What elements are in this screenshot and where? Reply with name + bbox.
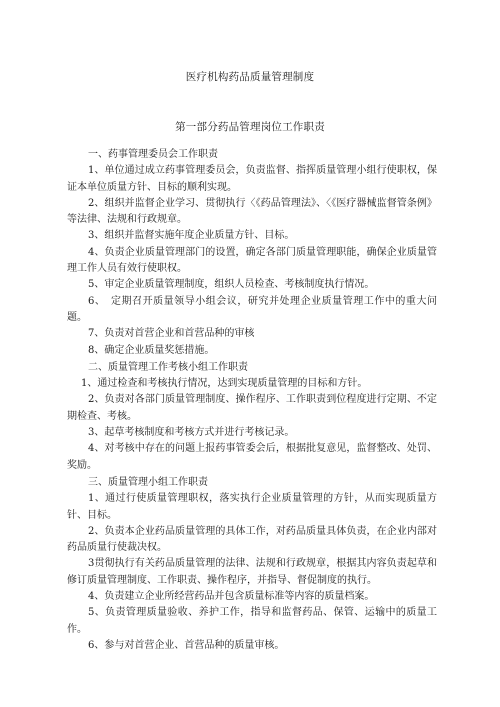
- list-item: 4、对考核中存在的问题上报药事管委会后，根据批复意见，监督整改、处罚、奖励。: [67, 443, 437, 471]
- list-item: 3、起草考核制度和考核方式并进行考核记录。: [88, 427, 295, 439]
- section-heading: 二、质量管理工作考核小组工作职责: [88, 361, 248, 373]
- list-item: 1、单位通过成立药事管理委员会，负责监督、指挥质量管理小组行使职权，保证本单位质量方针、目标的顺利实现。: [67, 165, 437, 193]
- list-item: 2、负责对各部门质量管理制度、操作程序、工作职责到位程度进行定期、不定期检查、考核。: [67, 394, 437, 422]
- list-item: 8、确定企业质量奖惩措施。: [88, 344, 215, 356]
- part-title: 第一部分药品管理岗位工作职责: [175, 121, 325, 133]
- section-heading: 三、质量管理小组工作职责: [88, 476, 208, 488]
- list-item: 5、负责管理质量验收、养护工作，指导和监督药品、保管、运输中的质量工作。: [67, 607, 437, 635]
- list-item: 3贯彻执行有关药品质量管理的法律、法规和行政规章，根据其内容负责起草和修订质量管理制度、工作职责、操作程序，并指导、督促制度的执行。: [67, 558, 437, 586]
- document-title: 医疗机构药品质量管理制度: [185, 71, 315, 83]
- list-item: 4、负责建立企业所经营药品并包含质量标准等内容的质量档案。: [88, 591, 375, 603]
- list-item: 3、组织并监督实施年度企业质量方针、目标。: [88, 230, 295, 242]
- list-item: 2、组织并监督企业学习、贯彻执行〈《药品管理法》、〈《医疗器械监督管条例》等法律、法规和行政规章。: [67, 197, 437, 226]
- list-item: 7、负责对首营企业和首营品种的审核: [88, 328, 255, 340]
- list-item: 1、通过检查和考核执行情况，达到实现质量管理的目标和方针。: [81, 378, 368, 390]
- document-body: [67, 146, 437, 654]
- list-item: 6、参与对首营企业、首营品种的质量审核。: [88, 639, 285, 651]
- section-heading: 一、药事管理委员会工作职责: [88, 149, 218, 160]
- list-item: 5、审定企业质量管理制度，组织人员检查、考核制度执行情况。: [88, 279, 375, 291]
- list-item: 2、负责本企业药品质量管理的具体工作，对药品质量具体负责，在企业内部对药品质量行使裁决权。: [67, 525, 437, 554]
- list-item: 4、负责企业质量管理部门的设置，确定各部门质量管理职能，确保企业质量管理工作人员有效行使职权。: [67, 246, 437, 275]
- list-item: 6、 定期召开质量领导小组会议，研究并处理企业质量管理工作中的重大问题。: [67, 295, 437, 323]
- list-item: 1、通过行使质量管理职权，落实执行企业质量管理的方针，从而实现质量方针、目标。: [67, 493, 437, 521]
